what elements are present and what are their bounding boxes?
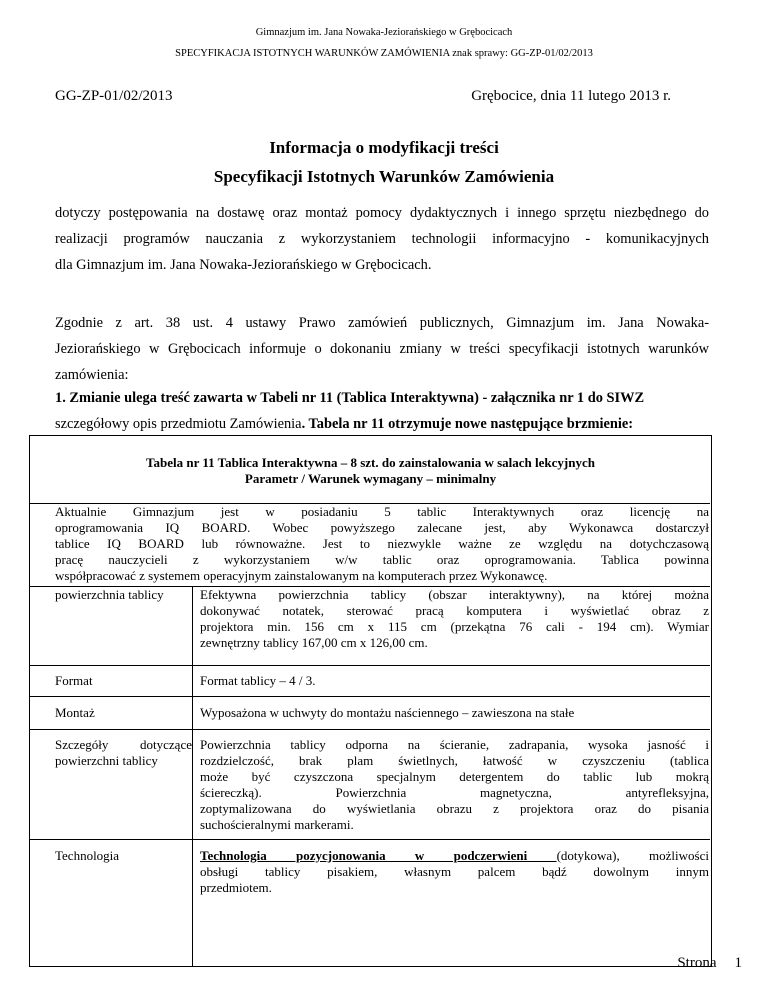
- table-divider: [29, 839, 710, 840]
- paragraph-change: [55, 385, 709, 437]
- row-value: Powierzchnia tablicy odporna na ścieranie, zadrapania, wysoka jasność i rozdzielczość, brak plam świetlnych, łatwość w czyszczeniu (tablica może być czyszczona specjalnym detergentem do tablic lub mokrą ściereczką). Powierzchnia magnetyczna, antyrefleksyjna, zoptymalizowana do wyświetlania obrazu z projektora oraz do pisania suchościeralnymi markerami.: [200, 737, 709, 832]
- change-scope: szczegółowy opis przedmiotu Zamówienia: [55, 416, 302, 432]
- page-number: 1: [734, 955, 742, 971]
- header-school: Gimnazjum im. Jana Nowaka-Jeziorańskiego w Grębocicach: [255, 27, 513, 38]
- paragraph-subject: [55, 200, 709, 278]
- table-subtitle: Parametr / Warunek wymagany – minimalny: [244, 471, 497, 486]
- intro-line: pracę nauczycieli z wykorzystaniem w/w tablic oraz oprogramowania. Tablica powinna: [55, 552, 709, 567]
- paragraph-line: Jeziorańskiego w Grębocicach informuje o dokonaniu zmiany w treści specyfikacji istotnych warunków: [55, 341, 709, 357]
- intro-line: tablice IQ BOARD lub równoważne. Jest to niezwykle ważne ze względu na dotychczasową: [55, 536, 709, 551]
- row-value: Efektywna powierzchnia tablicy (obszar interaktywny), na której można dokonywać notatek, sterować pracą komputera i wyświetlać obraz z projektora min. 156 cm x 115 cm (przekątna 76 cali - 194 cm). Wymiar zewnętrzny tablicy 167,00 cm x 126,00 cm.: [200, 587, 709, 650]
- row-value: Format tablicy – 4 / 3.: [200, 673, 316, 688]
- row-value: Technologia pozycjonowania w podczerwieni (dotykowa), możliwości obsługi tablicy pisakiem, własnym palcem bądź dowolnym innym przedmiotem.: [200, 848, 709, 895]
- paragraph-line: dotyczy postępowania na dostawę oraz montaż pomocy dydaktycznych i innego sprzętu niezbędnego do: [55, 205, 709, 221]
- table-title: Tabela nr 11 Tablica Interaktywna – 8 szt. do zainstalowania w salach lekcyjnych: [146, 455, 595, 470]
- change-note: . Tabela nr 11 otrzymuje nowe następujące brzmienie:: [301, 416, 634, 432]
- table-divider: [29, 696, 710, 697]
- intro-line: współpracować z systemem operacyjnym zainstalowanym na komputerach przez Wykonawcę.: [55, 568, 548, 583]
- title-line-1: Informacja o modyfikacji treści: [269, 138, 499, 157]
- intro-line: Aktualnie Gimnazjum jest w posiadaniu 5 tablic Interaktywnych oraz licencję na: [55, 504, 709, 519]
- row-label: Technologia: [55, 848, 120, 863]
- table-divider: [29, 729, 710, 730]
- paragraph-line: realizacji programów nauczania z wykorzystaniem technologii informacyjno - komunikacyjnych: [55, 231, 709, 247]
- page-footer: [677, 955, 742, 972]
- intro-line: oprogramowania IQ BOARD. Wobec powyższego zalecane jest, aby Wykonawca dostarczył: [55, 520, 709, 535]
- change-heading: 1. Zmianie ulega treść zawarta w Tabeli nr 11 (Tablica Interaktywna) - załącznika nr 1 do SIWZ: [55, 390, 645, 406]
- column-divider: [192, 586, 193, 966]
- title-line-2: Specyfikacji Istotnych Warunków Zamówienia: [213, 167, 555, 186]
- row-label: Montaż: [55, 705, 95, 720]
- place-date: Grębocice, dnia 11 lutego 2013 r.: [471, 88, 671, 104]
- underlined-term: Technologia pozycjonowania w podczerwieni: [200, 848, 557, 863]
- table-intro: [55, 504, 709, 584]
- row-label: Format: [55, 673, 93, 688]
- row-value: Wyposażona w uchwyty do montażu naściennego – zawieszona na stałe: [200, 705, 575, 720]
- paragraph-line: zamówienia:: [55, 367, 129, 383]
- paragraph-line: dla Gimnazjum im. Jana Nowaka-Jeziorańskiego w Grębocicach.: [55, 257, 432, 273]
- header-spec: SPECYFIKACJA ISTOTNYCH WARUNKÓW ZAMÓWIENIA znak sprawy: GG-ZP-01/02/2013: [175, 48, 593, 59]
- footer-label: Strona: [677, 955, 717, 971]
- table-divider: [29, 665, 710, 666]
- row-label: Szczegóły dotyczące powierzchni tablicy: [55, 737, 192, 768]
- paragraph-basis: [55, 310, 709, 388]
- paragraph-line: Zgodnie z art. 38 ust. 4 ustawy Prawo zamówień publicznych, Gimnazjum im. Jana Nowaka-: [55, 315, 709, 331]
- table-heading: [30, 455, 711, 487]
- row-label: powierzchnia tablicy: [55, 587, 164, 602]
- case-reference: GG-ZP-01/02/2013: [55, 88, 173, 104]
